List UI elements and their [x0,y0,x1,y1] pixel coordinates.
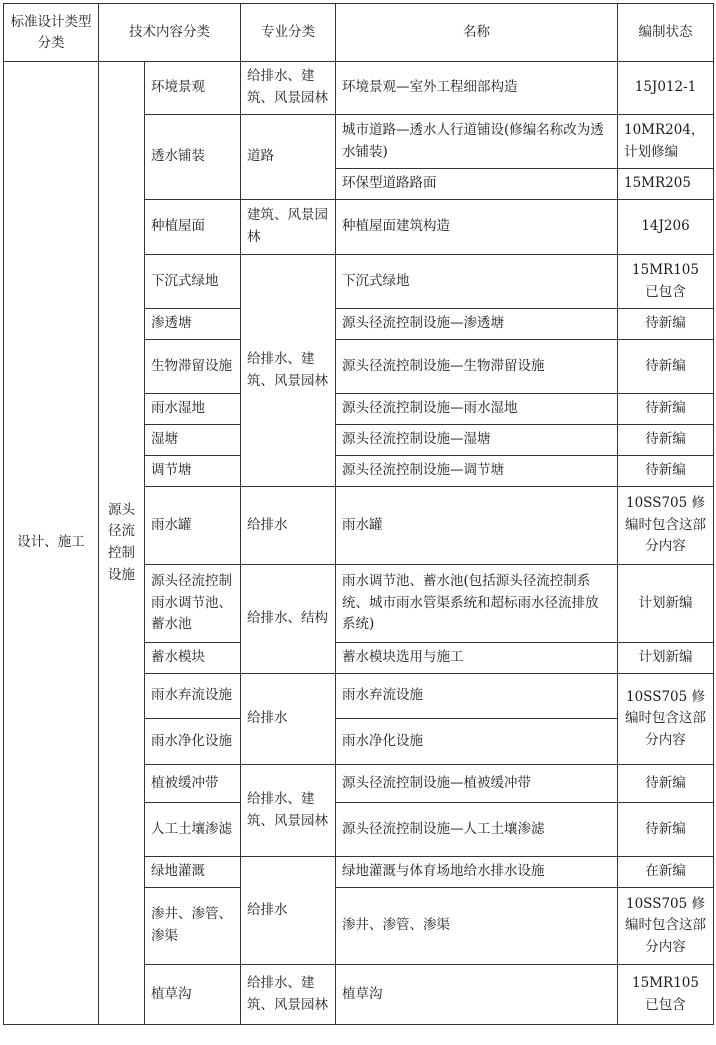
status: 10MR204，计划修编 [618,115,714,169]
status: 15MR205 [618,169,714,200]
sub-category: 湿塘 [145,425,241,456]
sub-category: 源头径流控制雨水调节池、蓄水池 [145,565,241,643]
status: 待新编 [618,456,714,487]
sub-category: 绿地灌溉 [145,857,241,888]
sub-category: 雨水湿地 [145,394,241,425]
sub-category: 植草沟 [145,965,241,1025]
status: 14J206 [618,200,714,255]
status: 计划新编 [618,565,714,643]
item-name: 城市道路—透水人行道铺设(修编名称改为透水铺装) [336,115,618,169]
status: 待新编 [618,803,714,857]
status: 待新编 [618,765,714,803]
profession: 给排水 [241,674,336,765]
item-name: 源头径流控制设施—湿塘 [336,425,618,456]
profession: 建筑、风景园林 [241,200,336,255]
sub-category: 透水铺装 [145,115,241,200]
status: 10SS705 修编时包含这部分内容 [618,487,714,565]
sub-category: 植被缓冲带 [145,765,241,803]
sub-category: 下沉式绿地 [145,255,241,309]
profession: 道路 [241,115,336,200]
sub-category: 生物滞留设施 [145,340,241,394]
profession: 给排水、建筑、风景园林 [241,965,336,1025]
status: 待新编 [618,309,714,340]
item-name: 源头径流控制设施—调节塘 [336,456,618,487]
header-profession: 专业分类 [241,4,336,62]
item-name: 雨水调节池、蓄水池(包括源头径流控制系统、城市雨水管渠系统和超标雨水径流排放系统) [336,565,618,643]
status: 15MR105 已包含 [618,965,714,1025]
profession: 给排水、建筑、风景园林 [241,255,336,487]
item-name: 源头径流控制设施—人工土壤渗滤 [336,803,618,857]
header-row [4,4,714,62]
sub-category: 渗透塘 [145,309,241,340]
status: 在新编 [618,857,714,888]
item-name: 雨水罐 [336,487,618,565]
item-name: 环境景观—室外工程细部构造 [336,62,618,115]
item-name: 蓄水模块选用与施工 [336,643,618,674]
sub-category: 渗井、渗管、渗渠 [145,888,241,965]
sub-category: 种植屋面 [145,200,241,255]
header-name: 名称 [336,4,618,62]
status: 计划新编 [618,643,714,674]
sub-category: 雨水净化设施 [145,719,241,765]
sub-category: 人工土壤渗滤 [145,803,241,857]
profession: 给排水、建筑、风景园林 [241,765,336,857]
item-name: 绿地灌溉与体育场地给水排水设施 [336,857,618,888]
standards-table [3,3,714,1025]
item-name: 源头径流控制设施—渗透塘 [336,309,618,340]
item-name: 下沉式绿地 [336,255,618,309]
table-row [4,62,714,115]
profession: 给排水 [241,487,336,565]
item-name: 渗井、渗管、渗渠 [336,888,618,965]
item-name: 源头径流控制设施—雨水湿地 [336,394,618,425]
item-name: 植草沟 [336,965,618,1025]
category-cell: 源头 径流 控制 设施 [99,62,145,1025]
header-tech-category: 技术内容分类 [99,4,241,62]
header-design-type: 标准设计类型分类 [4,4,99,62]
profession: 给排水 [241,857,336,965]
sub-category: 调节塘 [145,456,241,487]
sub-category: 环境景观 [145,62,241,115]
item-name: 环保型道路路面 [336,169,618,200]
design-type-cell: 设计、施工 [4,62,99,1025]
status: 待新编 [618,425,714,456]
profession: 给排水、建筑、风景园林 [241,62,336,115]
header-status: 编制状态 [618,4,714,62]
status: 待新编 [618,340,714,394]
status: 15MR105 已包含 [618,255,714,309]
status: 10SS705 修编时包含这部分内容 [618,674,714,765]
sub-category: 雨水罐 [145,487,241,565]
item-name: 雨水弃流设施 [336,674,618,719]
sub-category: 雨水弃流设施 [145,674,241,719]
item-name: 源头径流控制设施—生物滞留设施 [336,340,618,394]
profession: 给排水、结构 [241,565,336,674]
item-name: 雨水净化设施 [336,719,618,765]
status: 10SS705 修编时包含这部分内容 [618,888,714,965]
item-name: 源头径流控制设施—植被缓冲带 [336,765,618,803]
sub-category: 蓄水模块 [145,643,241,674]
item-name: 种植屋面建筑构造 [336,200,618,255]
status: 待新编 [618,394,714,425]
status: 15J012-1 [618,62,714,115]
